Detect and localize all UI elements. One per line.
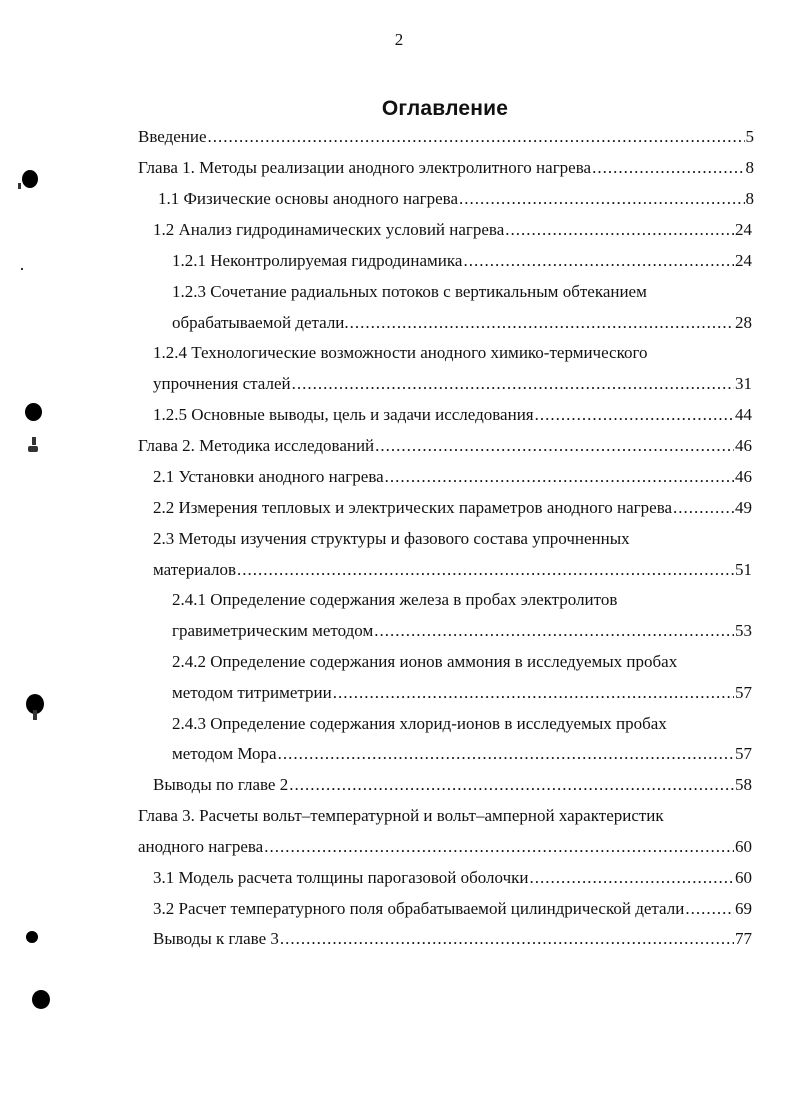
toc-leader xyxy=(375,431,734,461)
toc-entry-page: 8 xyxy=(745,189,754,208)
toc-entry-page: 58 xyxy=(735,775,752,794)
page-number: 2 xyxy=(394,30,404,49)
scan-speck xyxy=(21,268,23,270)
toc-leader xyxy=(530,863,735,893)
toc-entry-1-2-4-line-2 xyxy=(0,369,798,399)
toc-entry-page: 31 xyxy=(735,374,752,393)
toc-entry-title: 1.2 Анализ гидродинамических условий нагрева xyxy=(153,220,505,239)
toc-entry-1-2-4-line-1 xyxy=(0,338,798,368)
toc-entry-title: материалов xyxy=(153,560,237,579)
toc-entry-2-4-2-line-1 xyxy=(0,647,798,677)
toc-entry-page: 8 xyxy=(745,158,754,177)
toc-entry-title: 1.2.1 Неконтролируемая гидродинамика xyxy=(172,251,463,270)
scan-speck xyxy=(33,710,37,720)
toc-leader xyxy=(535,400,734,430)
toc-entry-page: 51 xyxy=(735,560,752,579)
punch-hole-mark xyxy=(22,170,38,188)
toc-entry-chapter-1 xyxy=(0,153,798,183)
toc-entry-page: 77 xyxy=(735,929,752,948)
toc-entry-3-1 xyxy=(0,863,798,893)
toc-entry-conclusions-chapter-2 xyxy=(0,770,798,800)
toc-entry-2-1 xyxy=(0,462,798,492)
toc-entry-title: 2.1 Установки анодного нагрева xyxy=(153,467,384,486)
toc-entry-1-2 xyxy=(0,215,798,245)
toc-entry-title: упрочнения сталей xyxy=(153,374,291,393)
toc-heading: Оглавление xyxy=(381,97,509,120)
toc-entry-page: 46 xyxy=(735,436,752,455)
toc-leader xyxy=(673,493,734,523)
toc-entry-title: Выводы к главе 3 xyxy=(153,929,279,948)
toc-entry-title: 1.2.3 Сочетание радиальных потоков с вертикальным обтеканием xyxy=(172,282,647,301)
toc-entry-title: 2.2 Измерения тепловых и электрических параметров анодного нагрева xyxy=(153,498,673,517)
toc-entry-1-2-5 xyxy=(0,400,798,430)
toc-entry-page: 49 xyxy=(735,498,752,517)
toc-entry-2-4-3-line-2 xyxy=(0,739,798,769)
toc-leader xyxy=(350,308,734,338)
toc-entry-chapter-2 xyxy=(0,431,798,461)
toc-entry-1-2-1 xyxy=(0,246,798,276)
toc-entry-conclusions-chapter-3 xyxy=(0,924,798,954)
toc-entry-title: обрабатываемой детали. xyxy=(172,313,349,332)
punch-hole-mark xyxy=(32,990,50,1009)
toc-entry-title: 3.2 Расчет температурного поля обрабатываемой цилиндрической детали xyxy=(153,899,685,918)
toc-entry-title: Выводы по главе 2 xyxy=(153,775,289,794)
toc-entry-page: 44 xyxy=(735,405,752,424)
toc-entry-2-3-line-1 xyxy=(0,524,798,554)
toc-leader xyxy=(592,153,744,183)
toc-leader xyxy=(264,832,734,862)
toc-entry-title: методом Мора xyxy=(172,744,277,763)
toc-entry-2-4-2-line-2 xyxy=(0,678,798,708)
toc-entry-title: гравиметрическим методом xyxy=(172,621,374,640)
toc-entry-title: 1.2.5 Основные выводы, цель и задачи исследования xyxy=(153,405,534,424)
scan-speck xyxy=(28,446,38,452)
toc-entry-1-2-3-line-2 xyxy=(0,308,798,338)
toc-entry-title: 2.4.1 Определение содержания железа в пробах электролитов xyxy=(172,590,618,609)
toc-entry-page: 60 xyxy=(735,868,752,887)
toc-entry-title: Глава 1. Методы реализации анодного электролитного нагрева xyxy=(138,158,592,177)
toc-entry-title: 1.2.4 Технологические возможности анодного химико-термического xyxy=(153,343,648,362)
toc-leader xyxy=(685,894,734,924)
toc-entry-title: Глава 2. Методика исследований xyxy=(138,436,375,455)
toc-entry-2-4-3-line-1 xyxy=(0,709,798,739)
toc-entry-title: методом титриметрии xyxy=(172,683,332,702)
toc-entry-1-1 xyxy=(0,184,798,214)
toc-entry-2-2 xyxy=(0,493,798,523)
punch-hole-mark xyxy=(25,403,42,421)
toc-leader xyxy=(292,369,734,399)
toc-entry-page: 60 xyxy=(735,837,752,856)
toc-entry-page: 28 xyxy=(735,313,752,332)
toc-leader xyxy=(289,770,734,800)
toc-entry-page: 24 xyxy=(735,220,752,239)
toc-entry-page: 24 xyxy=(735,251,752,270)
toc-entry-page: 57 xyxy=(735,683,752,702)
toc-entry-chapter-3-line-2 xyxy=(0,832,798,862)
toc-leader xyxy=(459,184,744,214)
toc-entry-2-4-1-line-2 xyxy=(0,616,798,646)
toc-leader xyxy=(374,616,734,646)
toc-entry-title: 2.4.2 Определение содержания ионов аммония в исследуемых пробах xyxy=(172,652,678,671)
toc-entry-page: 46 xyxy=(735,467,752,486)
toc-entry-page: 5 xyxy=(745,127,754,146)
toc-leader xyxy=(333,678,734,708)
toc-entry-2-3-line-2 xyxy=(0,555,798,585)
punch-hole-mark xyxy=(26,931,38,943)
toc-entry-title: анодного нагрева xyxy=(138,837,264,856)
toc-leader xyxy=(280,924,734,954)
toc-entry-title: Введение xyxy=(138,127,207,146)
scan-speck xyxy=(18,183,21,189)
toc-entry-page: 57 xyxy=(735,744,752,763)
toc-leader xyxy=(237,555,734,585)
toc-entry-title: Глава 3. Расчеты вольт–температурной и вольт–амперной характеристик xyxy=(138,806,664,825)
toc-entry-page: 69 xyxy=(735,899,752,918)
toc-entry-title: 3.1 Модель расчета толщины парогазовой оболочки xyxy=(153,868,529,887)
toc-leader xyxy=(505,215,734,245)
toc-leader xyxy=(208,122,745,152)
toc-leader xyxy=(385,462,734,492)
toc-entry-chapter-3-line-1 xyxy=(0,801,798,831)
toc-entry-introduction xyxy=(0,122,798,152)
toc-entry-3-2 xyxy=(0,894,798,924)
toc-entry-title: 1.1 Физические основы анодного нагрева xyxy=(158,189,459,208)
toc-entry-2-4-1-line-1 xyxy=(0,585,798,615)
toc-entry-title: 2.4.3 Определение содержания хлорид-ионов в исследуемых пробах xyxy=(172,714,667,733)
toc-entry-1-2-3-line-1 xyxy=(0,277,798,307)
scan-speck xyxy=(32,437,36,445)
toc-entry-title: 2.3 Методы изучения структуры и фазового состава упрочненных xyxy=(153,529,630,548)
toc-entry-page: 53 xyxy=(735,621,752,640)
toc-leader xyxy=(463,246,734,276)
toc-leader xyxy=(278,739,734,769)
